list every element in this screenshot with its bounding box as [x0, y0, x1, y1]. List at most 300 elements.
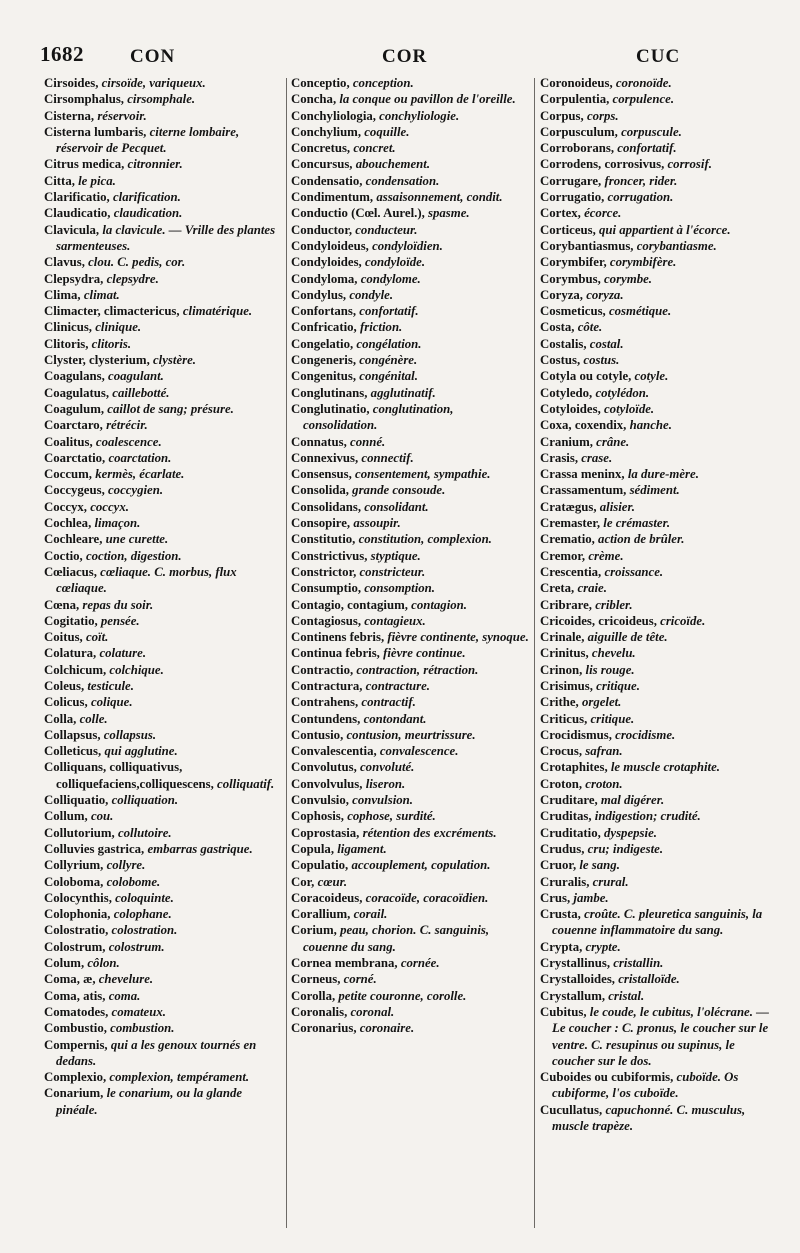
entry-headword: Coprostasia, — [291, 825, 360, 840]
entry-headword: Colliquatio, — [44, 793, 109, 808]
entry-headword: Crisimus, — [540, 678, 593, 693]
dictionary-entry — [291, 564, 529, 580]
page-number: 1682 — [40, 42, 84, 66]
entry-definition: condyloïde. — [364, 255, 426, 270]
column-divider — [534, 78, 535, 1228]
entry-headword: Connatus, — [291, 434, 347, 449]
entry-definition: collapsus. — [103, 727, 157, 742]
entry-definition: aiguille de tête. — [587, 630, 668, 645]
entry-headword: Contrahens, — [291, 695, 359, 710]
entry-definition: crème. — [588, 548, 624, 563]
dictionary-entry — [44, 254, 282, 270]
entry-definition: cornée. — [400, 956, 440, 971]
dictionary-entry — [44, 694, 282, 710]
dictionary-entry — [291, 319, 529, 335]
dictionary-entry — [291, 580, 529, 596]
dictionary-entry — [44, 890, 282, 906]
dictionary-entry — [291, 792, 529, 808]
entry-headword: Cochlea, — [44, 516, 92, 531]
entry-headword: Consolidans, — [291, 499, 362, 514]
dictionary-entry — [291, 678, 529, 694]
entry-headword: Colophonia, — [44, 907, 111, 922]
dictionary-entry — [44, 743, 282, 759]
entry-definition: cristallin. — [613, 956, 664, 971]
dictionary-entry — [44, 466, 282, 482]
entry-definition: sédiment. — [629, 483, 680, 498]
dictionary-entry — [540, 499, 778, 515]
entry-definition: coagulant. — [108, 369, 164, 384]
dictionary-entry — [540, 808, 778, 824]
dictionary-entry — [44, 727, 282, 743]
entry-definition: contracture. — [365, 678, 430, 693]
entry-headword: Cribrare, — [540, 597, 592, 612]
entry-headword: Cruditatio, — [540, 825, 601, 840]
entry-definition: le conarium, ou la glande pinéale. — [56, 1086, 243, 1117]
dictionary-entry — [540, 597, 778, 613]
entry-headword: Cruditare, — [540, 793, 598, 808]
entry-definition: colature. — [99, 646, 147, 661]
dictionary-entry — [44, 319, 282, 335]
entry-headword: Cor, — [291, 874, 315, 889]
entry-headword: Corolla, — [291, 988, 336, 1003]
entry-headword: Compernis, — [44, 1037, 108, 1052]
entry-definition: fièvre continue. — [383, 646, 466, 661]
column-divider — [286, 78, 287, 1228]
entry-headword: Corymbus, — [540, 271, 601, 286]
entry-headword: Conductio (Cœl. Aurel.), — [291, 206, 425, 221]
entry-headword: Constrictor, — [291, 564, 357, 579]
entry-definition: cirsomphale. — [127, 92, 196, 107]
dictionary-entry — [540, 629, 778, 645]
entry-definition: coronaire. — [359, 1021, 415, 1036]
dictionary-entry — [44, 955, 282, 971]
entry-headword: Contractura, — [291, 678, 363, 693]
running-head-right: CUC — [636, 46, 681, 67]
dictionary-entry — [44, 857, 282, 873]
dictionary-entry — [291, 1020, 529, 1036]
entry-definition: corné. — [343, 972, 377, 987]
entry-headword: Constrictivus, — [291, 548, 368, 563]
entry-definition: clystère. — [153, 353, 196, 368]
dictionary-entry — [540, 727, 778, 743]
entry-headword: Coccyx, — [44, 499, 87, 514]
dictionary-entry — [540, 91, 778, 107]
entry-headword: Coracoideus, — [291, 890, 363, 905]
entry-definition: cribler. — [595, 597, 633, 612]
dictionary-entry — [291, 711, 529, 727]
entry-headword: Crinon, — [540, 662, 583, 677]
dictionary-entry — [540, 401, 778, 417]
entry-headword: Crusta, — [540, 907, 581, 922]
entry-headword: Cricoides, cricoideus, — [540, 613, 657, 628]
entry-definition: qui agglutine. — [104, 744, 178, 759]
entry-headword: Colluvies gastrica, — [44, 841, 145, 856]
entry-definition: crâne. — [596, 434, 630, 449]
entry-definition: le pica. — [78, 173, 116, 188]
dictionary-entry — [44, 303, 282, 319]
entry-definition: coronal. — [350, 1004, 395, 1019]
entry-headword: Cirsoides, — [44, 76, 99, 90]
entry-definition: congénital. — [359, 369, 418, 384]
entry-definition: convalescence. — [379, 744, 459, 759]
dictionary-entry — [540, 482, 778, 498]
dictionary-entry — [540, 955, 778, 971]
entry-headword: Coccygeus, — [44, 483, 105, 498]
entry-headword: Cisterna, — [44, 108, 95, 123]
entry-headword: Clavicula, — [44, 222, 100, 237]
entry-definition: écorce. — [584, 206, 622, 221]
running-head-center: COR — [382, 46, 428, 67]
dictionary-entry — [540, 662, 778, 678]
entry-headword: Colatura, — [44, 646, 97, 661]
dictionary-entry — [540, 417, 778, 433]
dictionary-entry — [44, 205, 282, 221]
entry-definition: croissance. — [604, 564, 664, 579]
entry-headword: Colocynthis, — [44, 890, 112, 905]
entry-definition: coloquinte. — [115, 890, 174, 905]
entry-headword: Copula, — [291, 841, 335, 856]
entry-definition: clinique. — [95, 320, 142, 335]
dictionary-entry — [291, 466, 529, 482]
dictionary-entry — [44, 156, 282, 172]
entry-headword: Constitutio, — [291, 532, 356, 547]
dictionary-entry — [291, 955, 529, 971]
entry-definition: accouplement, copulation. — [351, 858, 491, 873]
entry-headword: Crystallinus, — [540, 956, 611, 971]
dictionary-entry — [44, 662, 282, 678]
dictionary-entry — [540, 368, 778, 384]
entry-definition: capuchonné. C. musculus, muscle trapèze. — [552, 1102, 746, 1133]
entry-headword: Contundens, — [291, 711, 361, 726]
dictionary-entry — [291, 515, 529, 531]
dictionary-entry — [44, 1004, 282, 1020]
dictionary-entry — [291, 140, 529, 156]
dictionary-entry — [44, 385, 282, 401]
entry-headword: Convolutus, — [291, 760, 357, 775]
dictionary-entry — [540, 890, 778, 906]
entry-definition: cricoïde. — [660, 613, 706, 628]
entry-headword: Coleus, — [44, 678, 85, 693]
dictionary-entry — [291, 401, 529, 434]
entry-headword: Consopire, — [291, 516, 351, 531]
entry-headword: Coronoideus, — [540, 76, 613, 90]
entry-definition: crocidisme. — [615, 727, 676, 742]
dictionary-entry — [44, 368, 282, 384]
entry-definition: orgelet. — [581, 695, 622, 710]
entry-headword: Confricatio, — [291, 320, 357, 335]
dictionary-entry — [44, 841, 282, 857]
entry-headword: Convalescentia, — [291, 744, 377, 759]
dictionary-entry — [540, 711, 778, 727]
entry-definition: corpulence. — [612, 92, 675, 107]
entry-headword: Crassa meninx, — [540, 467, 625, 482]
entry-headword: Corallium, — [291, 907, 351, 922]
entry-definition: combustion. — [110, 1021, 175, 1036]
entry-headword: Condyloma, — [291, 271, 358, 286]
dictionary-entry — [291, 108, 529, 124]
entry-headword: Cornea membrana, — [291, 956, 398, 971]
entry-headword: Confortans, — [291, 304, 357, 319]
entry-definition: constitution, complexion. — [358, 532, 492, 547]
dictionary-entry — [291, 254, 529, 270]
entry-headword: Colliquans, colliquativus, colliquefaciens,colliquescens, — [44, 760, 214, 791]
entry-headword: Cogitatio, — [44, 613, 98, 628]
dictionary-entry — [540, 939, 778, 955]
entry-headword: Concha, — [291, 92, 337, 107]
entry-headword: Clarificatio, — [44, 190, 110, 205]
entry-definition: cotylédon. — [595, 385, 650, 400]
dictionary-entry — [291, 287, 529, 303]
entry-definition: concret. — [353, 141, 396, 156]
entry-headword: Crinitus, — [540, 646, 589, 661]
entry-definition: friction. — [359, 320, 403, 335]
dictionary-entry — [291, 271, 529, 287]
entry-definition: mal digérer. — [600, 793, 665, 808]
dictionary-entry — [44, 971, 282, 987]
dictionary-entry — [291, 205, 529, 221]
entry-definition: chevelure. — [98, 972, 154, 987]
dictionary-entry — [291, 156, 529, 172]
dictionary-entry — [44, 645, 282, 661]
dictionary-entry — [44, 678, 282, 694]
entry-headword: Claudicatio, — [44, 206, 111, 221]
entry-definition: chevelu. — [591, 646, 636, 661]
entry-headword: Cratægus, — [540, 499, 597, 514]
entry-headword: Cranium, — [540, 434, 593, 449]
entry-definition: colliquation. — [111, 793, 179, 808]
entry-headword: Cirsomphalus, — [44, 92, 124, 107]
entry-definition: le sang. — [579, 858, 620, 873]
dictionary-entry — [540, 580, 778, 596]
entry-definition: consolidant. — [364, 499, 429, 514]
entry-headword: Corrodens, corrosivus, — [540, 157, 665, 172]
entry-definition: collyre. — [106, 858, 146, 873]
entry-headword: Coccum, — [44, 467, 92, 482]
dictionary-entry — [291, 173, 529, 189]
entry-headword: Collapsus, — [44, 727, 101, 742]
entry-headword: Concursus, — [291, 157, 353, 172]
dictionary-entry — [44, 91, 282, 107]
dictionary-entry — [540, 906, 778, 939]
column-1 — [44, 75, 282, 1235]
entry-headword: Coagulum, — [44, 401, 105, 416]
entry-definition: costal. — [589, 336, 624, 351]
entry-headword: Conchylium, — [291, 124, 362, 139]
entry-definition: corymbifère. — [609, 255, 677, 270]
dictionary-entry — [44, 75, 282, 91]
entry-headword: Corpusculum, — [540, 124, 618, 139]
dictionary-entry — [44, 906, 282, 922]
dictionary-entry — [44, 450, 282, 466]
dictionary-entry — [291, 336, 529, 352]
entry-headword: Costa, — [540, 320, 575, 335]
entry-headword: Comatodes, — [44, 1004, 109, 1019]
dictionary-entry — [540, 319, 778, 335]
dictionary-entry — [44, 222, 282, 255]
entry-headword: Creta, — [540, 581, 575, 596]
entry-headword: Coxa, coxendix, — [540, 418, 627, 433]
dictionary-entry — [291, 629, 529, 645]
dictionary-entry — [540, 613, 778, 629]
entry-headword: Collyrium, — [44, 858, 104, 873]
entry-headword: Cremaster, — [540, 516, 601, 531]
entry-definition: climat. — [83, 287, 120, 302]
entry-headword: Contagiosus, — [291, 613, 362, 628]
dictionary-entry — [540, 124, 778, 140]
entry-headword: Crystallum, — [540, 988, 606, 1003]
entry-definition: lis rouge. — [585, 662, 635, 677]
entry-definition: crural. — [592, 874, 629, 889]
entry-definition: clou. C. pedis, cor. — [88, 255, 186, 270]
dictionary-entry — [44, 401, 282, 417]
dictionary-entry — [291, 662, 529, 678]
dictionary-entry — [540, 1102, 778, 1135]
entry-definition: contraction, rétraction. — [356, 662, 479, 677]
entry-definition: safran. — [585, 744, 623, 759]
dictionary-entry — [291, 825, 529, 841]
dictionary-entry — [540, 336, 778, 352]
dictionary-entry — [540, 287, 778, 303]
entry-definition: coccyx. — [90, 499, 129, 514]
entry-headword: Connexivus, — [291, 450, 359, 465]
entry-definition: rétrécir. — [106, 418, 148, 433]
dictionary-entry — [540, 222, 778, 238]
entry-headword: Corrugatio, — [540, 190, 605, 205]
entry-definition: abouchement. — [355, 157, 431, 172]
entry-headword: Consensus, — [291, 467, 352, 482]
dictionary-entry — [291, 531, 529, 547]
entry-definition: congélation. — [356, 336, 422, 351]
dictionary-entry — [291, 124, 529, 140]
entry-headword: Conchyliologia, — [291, 108, 376, 123]
entry-definition: coït. — [85, 630, 109, 645]
entry-definition: contusion, meurtrissure. — [346, 727, 476, 742]
entry-headword: Congenitus, — [291, 369, 357, 384]
dictionary-entry — [540, 678, 778, 694]
entry-headword: Crocus, — [540, 744, 583, 759]
dictionary-entry — [44, 1037, 282, 1070]
dictionary-entry — [540, 874, 778, 890]
dictionary-entry — [44, 792, 282, 808]
entry-headword: Coarctaro, — [44, 418, 103, 433]
entry-definition: claudication. — [113, 206, 183, 221]
entry-headword: Crinale, — [540, 630, 585, 645]
dictionary-entry — [540, 156, 778, 172]
entry-definition: qui appartient à l'écorce. — [599, 222, 731, 237]
entry-definition: confortatif. — [359, 304, 419, 319]
entry-headword: Consumptio, — [291, 581, 362, 596]
dictionary-entry — [291, 1004, 529, 1020]
entry-definition: froncer, rider. — [604, 173, 678, 188]
entry-headword: Crotaphites, — [540, 760, 608, 775]
entry-definition: le crémaster. — [603, 516, 671, 531]
entry-definition: consomption. — [364, 581, 436, 596]
entry-headword: Corroborans, — [540, 141, 615, 156]
dictionary-entry — [291, 75, 529, 91]
entry-headword: Crypta, — [540, 939, 583, 954]
dictionary-entry — [291, 613, 529, 629]
entry-definition: conchyliologie. — [379, 108, 460, 123]
dictionary-entry — [540, 743, 778, 759]
entry-headword: Copulatio, — [291, 858, 349, 873]
entry-definition: coction, digestion. — [85, 548, 182, 563]
entry-definition: réservoir. — [97, 108, 147, 123]
entry-definition: cou. — [90, 809, 114, 824]
entry-definition: le coude, le cubitus, l'olécrane. — Le coucher : C. pronus, le coucher sur le ventre. C. resupinus ou supinus, le coucher sur le dos. — [552, 1004, 769, 1068]
entry-definition: convulsion. — [352, 793, 413, 808]
entry-headword: Convolvulus, — [291, 776, 363, 791]
entry-headword: Coagulatus, — [44, 385, 110, 400]
entry-definition: connectif. — [361, 450, 414, 465]
entry-headword: Conglutinans, — [291, 385, 368, 400]
dictionary-entry — [540, 792, 778, 808]
entry-definition: condensation. — [365, 173, 440, 188]
entry-definition: critique. — [590, 711, 635, 726]
dictionary-entry — [44, 287, 282, 303]
entry-definition: repas du soir. — [82, 597, 154, 612]
entry-definition: coryza. — [586, 287, 624, 302]
dictionary-entry — [291, 597, 529, 613]
dictionary-entry — [540, 841, 778, 857]
entry-definition: caillot de sang; présure. — [107, 401, 234, 416]
dictionary-entry — [291, 434, 529, 450]
entry-definition: kermès, écarlate. — [95, 467, 185, 482]
entry-definition: croûte. C. pleuretica sanguinis, la couenne inflammatoire du sang. — [552, 907, 763, 938]
entry-headword: Contagio, contagium, — [291, 597, 408, 612]
entry-definition: cotyloïde. — [604, 401, 655, 416]
entry-definition: jambe. — [573, 890, 609, 905]
entry-headword: Coryza, — [540, 287, 583, 302]
dictionary-entry — [540, 564, 778, 580]
entry-headword: Cremor, — [540, 548, 586, 563]
entry-definition: fièvre continente, synoque. — [387, 630, 529, 645]
entry-headword: Colostrum, — [44, 939, 106, 954]
dictionary-entry — [44, 434, 282, 450]
entry-definition: clitoris. — [91, 336, 132, 351]
entry-headword: Condensatio, — [291, 173, 363, 188]
entry-definition: la conque ou pavillon de l'oreille. — [339, 92, 516, 107]
entry-headword: Cochleare, — [44, 532, 103, 547]
entry-headword: Crus, — [540, 890, 571, 905]
entry-definition: clepsydre. — [106, 271, 159, 286]
entry-headword: Conglutinatio, — [291, 401, 370, 416]
entry-definition: cristalloïde. — [618, 972, 680, 987]
entry-headword: Congeneris, — [291, 353, 357, 368]
column-2 — [291, 75, 529, 1235]
entry-headword: Condylus, — [291, 287, 347, 302]
entry-headword: Corymbifer, — [540, 255, 607, 270]
entry-headword: Concretus, — [291, 141, 351, 156]
entry-headword: Clyster, clysterium, — [44, 353, 150, 368]
entry-definition: cirsoïde, variqueux. — [101, 76, 206, 90]
entry-headword: Conductor, — [291, 222, 353, 237]
dictionary-entry — [44, 108, 282, 124]
entry-headword: Corpulentia, — [540, 92, 610, 107]
dictionary-entry — [44, 759, 282, 792]
entry-definition: condyloïdien. — [372, 238, 443, 253]
entry-headword: Cœna, — [44, 597, 80, 612]
dictionary-entry — [44, 124, 282, 157]
entry-definition: action de brûler. — [598, 532, 685, 547]
dictionary-entry — [540, 988, 778, 1004]
dictionary-entry — [291, 238, 529, 254]
entry-definition: critique. — [596, 678, 640, 693]
entry-definition: hanche. — [629, 418, 672, 433]
entry-headword: Collum, — [44, 809, 88, 824]
entry-definition: une curette. — [105, 532, 169, 547]
entry-definition: colophane. — [113, 907, 172, 922]
dictionary-entry — [44, 173, 282, 189]
